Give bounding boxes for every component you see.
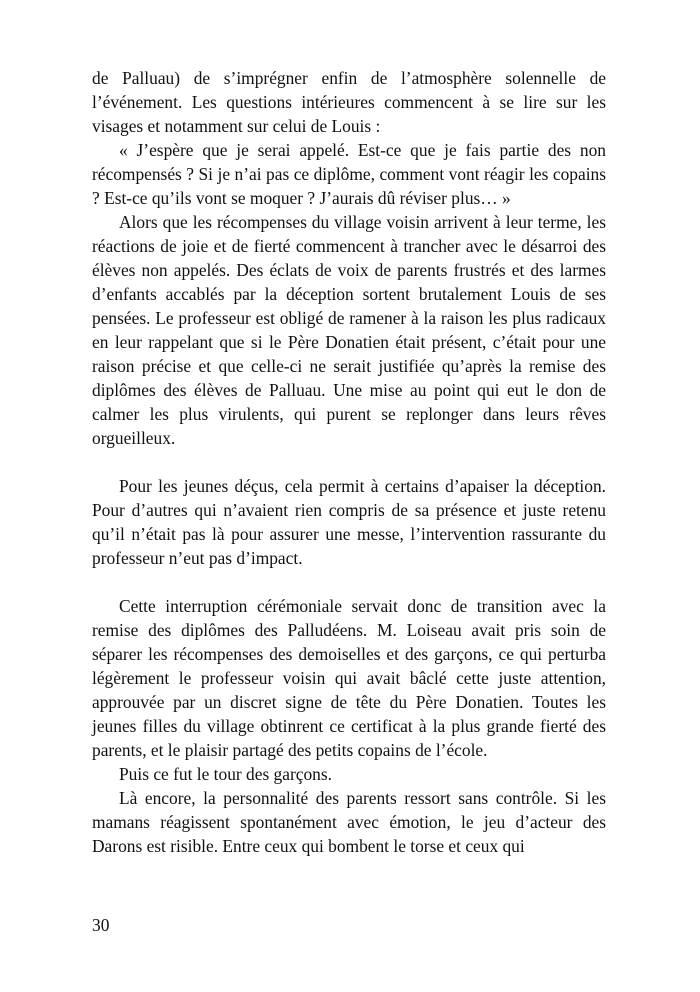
paragraph-continuation: de Palluau) de s’imprégner enfin de l’atmosphère solennelle de l’événement. Les questions intérieures commencent à se lire sur les visages et notamment sur celui de Louis : [92, 68, 606, 136]
page-body-text [92, 66, 606, 858]
paragraph-rewards-neighbor-village: Alors que les récompenses du village voisin arrivent à leur terme, les réactions de joie et de fierté commencent à trancher avec le désarroi des élèves non appelés. Des éclats de voix de parents frustrés et des larmes d’enfants accablés par la déception sortent brutalement Louis de ses pensées. Le professeur est obligé de ramener à la raison les plus radicaux en leur rappelant que si le Père Donatien était présent, c’était pour une raison précise et que celle-ci ne serait justifiée qu’après la remise des diplômes des élèves de Palluau. Une mise au point qui eut le don de calmer les plus virulents, qui purent se replonger dans leurs rêves orgueilleux. [92, 212, 606, 448]
paragraph-parents-personality: Là encore, la personnalité des parents ressort sans contrôle. Si les mamans réagissent spontanément avec émotion, le jeu d’acteur des Darons est risible. Entre ceux qui bombent le torse et ceux qui [92, 788, 606, 856]
paragraph-quote-louis: « J’espère que je serai appelé. Est-ce que je fais partie des non récompensés ? Si je n’ai pas ce diplôme, comment vont réagir les copains ? Est-ce qu’ils vont se moquer ? J’aurais dû réviser plus… » [92, 140, 606, 208]
paragraph-boys-turn: Puis ce fut le tour des garçons. [119, 764, 332, 784]
paragraph-disappointed-youngsters: Pour les jeunes déçus, cela permit à certains d’apaiser la déception. Pour d’autres qui n’avaient rien compris de sa présence et juste retenu qu’il n’était pas là pour assurer une messe, l’intervention rassurante du professeur n’eut pas d’impact. [92, 476, 606, 568]
paragraph-ceremonial-interruption: Cette interruption cérémoniale servait donc de transition avec la remise des diplômes des Palludéens. M. Loiseau avait pris soin de séparer les récompenses des demoiselles et des garçons, ce qui perturba légèrement le professeur voisin qui avait bâclé cette juste attention, approuvée par un discret signe de tête du Père Donatien. Toutes les jeunes filles du village obtinrent ce certificat à la plus grande fierté des parents, et le plaisir partagé des petits copains de l’école. [92, 596, 606, 760]
page-number: 30 [92, 915, 110, 935]
